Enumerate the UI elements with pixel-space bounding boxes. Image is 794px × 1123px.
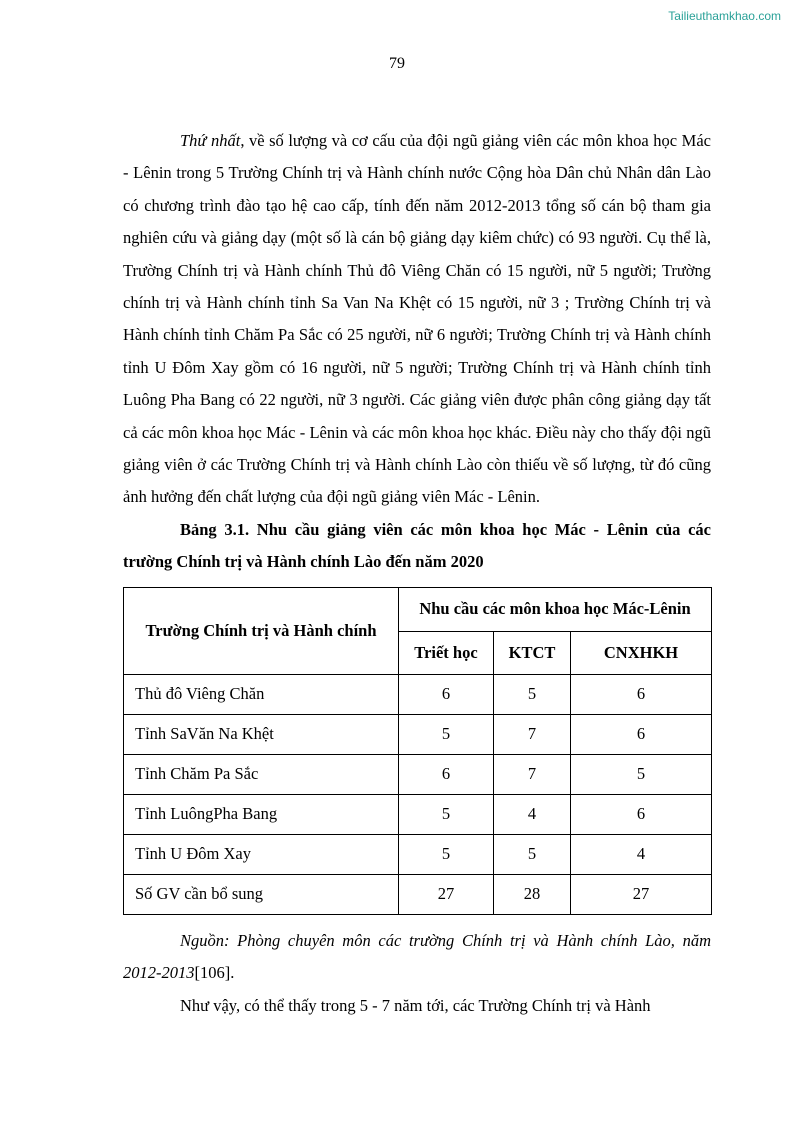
paragraph-2: Như vậy, có thể thấy trong 5 - 7 năm tới, các Trường Chính trị và Hành [180, 995, 651, 1015]
value-cell: 5 [571, 754, 712, 794]
value-cell: 7 [494, 714, 571, 754]
value-cell: 27 [571, 874, 712, 914]
table-row [124, 674, 712, 714]
row-label-cell: Tỉnh U Đôm Xay [124, 834, 399, 874]
value-cell: 27 [399, 874, 494, 914]
table-row [124, 754, 712, 794]
source-note-text: Nguồn: Phòng chuyên môn các trường Chính trị và Hành chính Lào, năm 2012-2013 [123, 930, 711, 983]
table-header-group: Nhu cầu các môn khoa học Mác-Lênin [399, 587, 712, 631]
watermark: Tailieuthamkhao.com [668, 9, 781, 23]
row-label-cell: Tỉnh SaVăn Na Khệt [124, 714, 399, 754]
table-caption: Bảng 3.1. Nhu cầu giảng viên các môn khoa học Mác - Lênin của các trường Chính trị và Hành chính Lào đến năm 2020 [123, 519, 711, 572]
source-note [123, 925, 711, 990]
page-content [123, 125, 711, 1022]
value-cell: 6 [399, 674, 494, 714]
value-cell: 6 [571, 674, 712, 714]
value-cell: 6 [571, 794, 712, 834]
value-cell: 5 [494, 674, 571, 714]
table-row [124, 834, 712, 874]
page-number: 79 [389, 55, 405, 72]
table-header-ktct: KTCT [494, 631, 571, 674]
row-label-cell: Tỉnh LuôngPha Bang [124, 794, 399, 834]
paragraph-1-lead: Thứ nhất [180, 131, 241, 150]
row-label-cell: Tỉnh Chăm Pa Sắc [124, 754, 399, 794]
value-cell: 5 [399, 714, 494, 754]
paragraph-1 [123, 125, 711, 514]
value-cell: 6 [399, 754, 494, 794]
value-cell: 5 [399, 794, 494, 834]
value-cell: 4 [571, 834, 712, 874]
table-header-triet-hoc: Triết học [399, 631, 494, 674]
value-cell: 7 [494, 754, 571, 794]
table-row-total [124, 874, 712, 914]
table-header-school: Trường Chính trị và Hành chính [124, 587, 399, 674]
table-3-1 [123, 587, 712, 915]
table-header-cnxhkh: CNXHKH [571, 631, 712, 674]
source-note-citation: [106]. [194, 963, 235, 983]
value-cell: 5 [399, 834, 494, 874]
value-cell: 6 [571, 714, 712, 754]
value-cell: 4 [494, 794, 571, 834]
row-label-cell: Thủ đô Viêng Chăn [124, 674, 399, 714]
paragraph-1-text: , về số lượng và cơ cấu của đội ngũ giảng viên các môn khoa học Mác - Lênin trong 5 Trường Chính trị và Hành chính nước Cộng hòa Dân chủ Nhân dân Lào có chương trình đào tạo hệ cao cấp, tính đến năm 2012-2013 tổng số cán bộ tham gia nghiên cứu và giảng dạy (một số là cán bộ giảng dạy kiêm chức) có 93 người. Cụ thể là, Trường Chính trị và Hành chính Thủ đô Viêng Chăn có 15 người, nữ 5 người; Trường chính trị và Hành chính tỉnh Sa Van Na Khệt có 15 người, nữ 3 ; Trường Chính trị và Hành chính tỉnh Chăm Pa Sắc có 25 người, nữ 6 người; Trường Chính trị và Hành chính tỉnh U Đôm Xay gồm có 16 người, nữ 5 người; Trường Chính trị và Hành chính tỉnh Luông Pha Bang có 22 người, nữ 3 người. Các giảng viên được phân công giảng dạy tất cả các môn khoa học Mác - Lênin và các môn khoa học khác. Điều này cho thấy đội ngũ giảng viên ở các Trường Chính trị và Hành chính Lào còn thiếu về số lượng, từ đó cũng ảnh hưởng đến chất lượng của đội ngũ giảng viên Mác - Lênin. [123, 131, 711, 507]
table-row [124, 714, 712, 754]
row-label-cell: Số GV cần bổ sung [124, 874, 399, 914]
table-header-row-1 [124, 587, 712, 631]
table-row [124, 794, 712, 834]
value-cell: 5 [494, 834, 571, 874]
value-cell: 28 [494, 874, 571, 914]
